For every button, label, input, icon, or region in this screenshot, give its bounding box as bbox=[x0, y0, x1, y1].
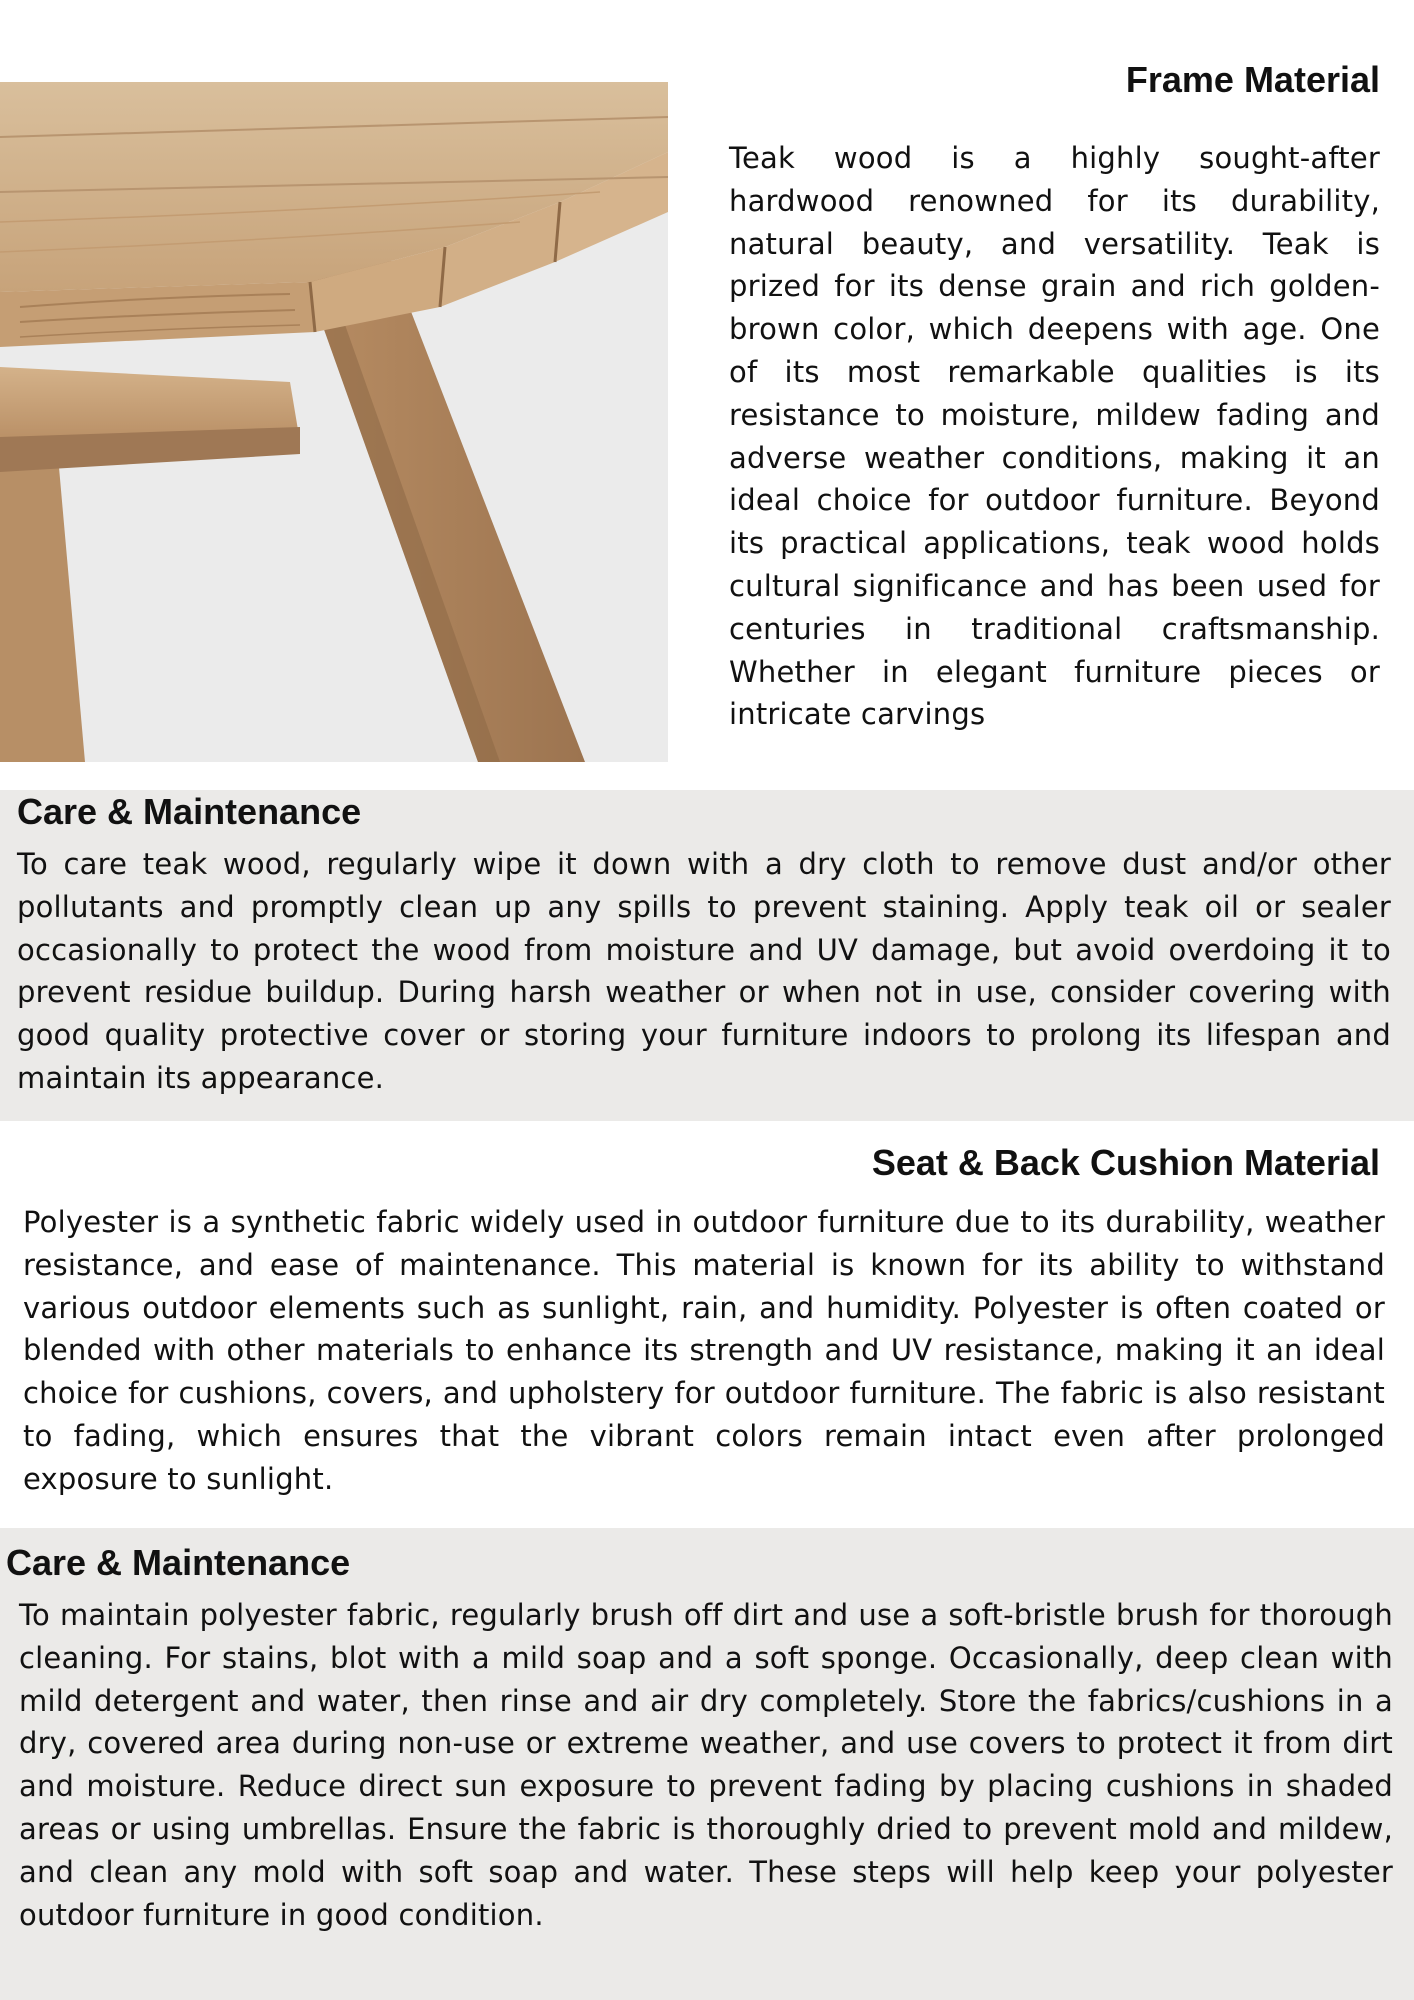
frame-care-description: To care teak wood, regularly wipe it down with a dry cloth to remove dust and/or other pollutants and promptly clean up any spills to prevent staining. Apply teak oil or sealer occasionally to protect the wood from moisture and UV damage, but avoid overdoing it to prevent residue buildup. During harsh weather or when not in use, consider covering with good quality protective cover or storing your furniture indoors to prolong its lifespan and maintain its appearance. bbox=[17, 847, 1391, 1095]
frame-material-title: Frame Material bbox=[1125, 59, 1380, 100]
teak-table-illustration bbox=[0, 82, 668, 762]
frame-care-title: Care & Maintenance bbox=[17, 791, 362, 832]
cushion-care-description: To maintain polyester fabric, regularly brush off dirt and use a soft-bristle brush for thorough cleaning. For stains, blot with a mild soap and a soft sponge. Occasionally, deep clean with mild detergent and water, then rinse and air dry completely. Store the fabrics/cushions in a dry, covered area during non-use or extreme weather, and use covers to protect it from dirt and moisture. Reduce direct sun exposure to prevent fading by placing cushions in shaded areas or using umbrellas. Ensure the fabric is thoroughly dried to prevent mold and mildew, and clean any mold with soft soap and water. These steps will help keep your polyester outdoor furniture in good condition. bbox=[19, 1598, 1393, 1932]
cushion-material-description: Polyester is a synthetic fabric widely used in outdoor furniture due to its durability, weather resistance, and ease of maintenance. This material is known for its ability to withstand various outdoor elements such as sunlight, rain, and humidity. Polyester is often coated or blended with other materials to enhance its strength and UV resistance, making it an ideal choice for cushions, covers, and upholstery for outdoor furniture. The fabric is also resistant to fading, which ensures that the vibrant colors remain intact even after prolonged exposure to sunlight. bbox=[23, 1205, 1385, 1496]
frame-material-description: Teak wood is a highly sought-after hardwood renowned for its durability, natural beauty, and versatility. Teak is prized for its dense grain and rich golden-brown color, which deepens with age. One of its most remarkable qualities is its resistance to moisture, mildew fading and adverse weather conditions, making it an ideal choice for outdoor furniture. Beyond its practical applications, teak wood holds cultural significance and has been used for centuries in traditional craftsmanship. Whether in elegant furniture pieces or intricate carvings bbox=[729, 141, 1380, 732]
cushion-material-title: Seat & Back Cushion Material bbox=[871, 1142, 1380, 1183]
teak-table-photo bbox=[0, 82, 668, 762]
cushion-care-title: Care & Maintenance bbox=[6, 1542, 351, 1583]
